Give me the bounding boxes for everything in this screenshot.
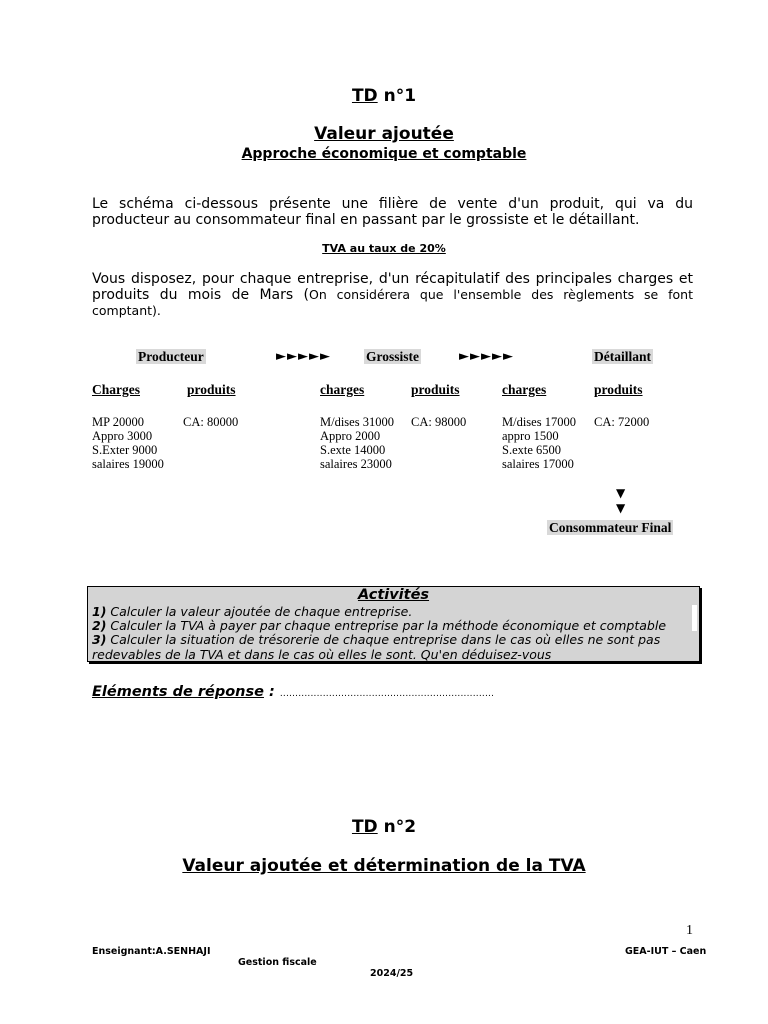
grossiste-charges-header: charges [320,382,365,397]
list-item: Appro 2000 [320,429,381,443]
list-item: appro 1500 [502,429,559,443]
activite-3-continuation: redevables de la TVA et dans le cas où elles le sont. Qu'en déduisez-vous [92,647,552,662]
list-item: salaires 23000 [320,457,392,471]
answer-dots: ...................................................................... [279,689,495,699]
list-item: M/dises 17000 [502,415,576,429]
footer-teacher: Enseignant:A.SENHAJI [92,946,211,957]
recap-paragraph [92,271,693,319]
entity-consommateur: Consommateur Final [549,520,672,535]
list-item: S.exte 14000 [320,443,386,457]
list-item: Appro 3000 [92,429,153,443]
elements-label: Eléments de réponse [92,684,264,700]
td2-heading [0,817,768,837]
grossiste-ca: CA: 98000 [411,415,467,429]
intro-paragraph: Le schéma ci-dessous présente une filière de vente d'un produit, qui va du producteur au consommateur final en passant par le grossiste et le détaillant. [92,196,693,228]
activites-box [87,586,700,662]
down-arrow-icon: ▼ [616,486,626,500]
list-item: M/dises 31000 [320,415,394,429]
list-item: S.exte 6500 [502,443,562,457]
producteur-charges-list [92,415,164,471]
elements-reponse: Eléments de réponse : ...................................................................... [92,684,495,700]
box-divider [692,605,697,631]
page-title: Valeur ajoutée [314,124,454,144]
list-item: S.Exter 9000 [92,443,158,457]
list-item: MP 20000 [92,415,144,429]
detaillant-ca: CA: 72000 [594,415,650,429]
tva-note: TVA au taux de 20% [322,242,446,255]
grossiste-produits-header: produits [411,382,460,397]
activite-1: 1) Calculer la valeur ajoutée de chaque entreprise. [92,604,413,619]
producteur-charges-header: Charges [92,382,140,397]
activite-3: 3) Calculer la situation de trésorerie de chaque entreprise dans le cas où elles ne sont pas [92,632,661,647]
td2-title: Valeur ajoutée et détermination de la TVA [182,856,586,876]
td1-prefix: TD [351,86,378,106]
producteur-ca: CA: 80000 [183,415,239,429]
arrows-2: ►►►►► [459,349,514,364]
detaillant-charges-header: charges [502,382,547,397]
detaillant-produits-header: produits [594,382,643,397]
footer-course: Gestion fiscale [238,957,317,968]
down-arrow-icon: ▼ [616,501,626,515]
td1-heading [0,86,768,106]
entity-producteur: Producteur [138,349,204,364]
footer-school: GEA-IUT – Caen [625,946,707,957]
activite-2: 2) Calculer la TVA à payer par chaque entreprise par la méthode économique et comptable [92,618,667,633]
list-item: salaires 19000 [92,457,164,471]
activites-title: Activités [357,587,430,603]
page-subtitle: Approche économique et comptable [241,146,527,162]
producteur-produits-header: produits [187,382,236,397]
entity-grossiste: Grossiste [366,349,419,364]
entity-detaillant: Détaillant [594,349,651,364]
td2-suffix: n°2 [377,817,417,837]
page-number: 1 [686,923,693,938]
recap-small: On considérera que l'ensemble des règlements se font comptant). [92,287,693,318]
grossiste-charges-list [320,415,394,471]
arrows-1: ►►►►► [276,349,331,364]
down-arrows [616,486,625,516]
footer-year: 2024/25 [370,968,414,979]
recap-main: Vous disposez, pour chaque entreprise, d'un récapitulatif des principales charges et produits du mois de Mars ( [92,271,693,303]
detaillant-charges-list [502,415,576,471]
list-item: salaires 17000 [502,457,574,471]
td2-prefix: TD [351,817,378,837]
td1-suffix: n°1 [377,86,417,106]
